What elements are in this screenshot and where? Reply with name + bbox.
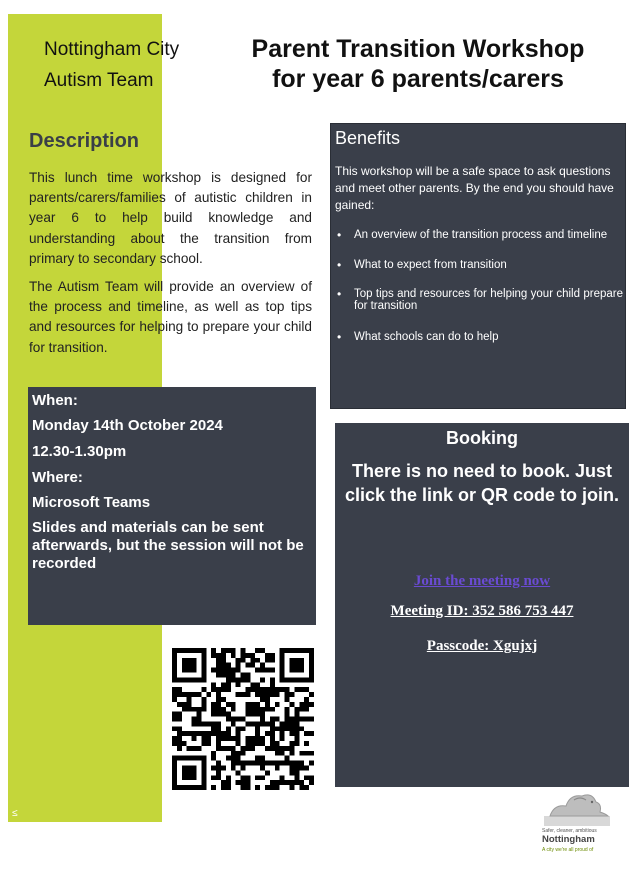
benefits-heading: Benefits [335, 128, 401, 148]
logo-slogan: Safer, cleaner, ambitious [542, 828, 597, 834]
corner-mark: ≤ [12, 808, 18, 819]
description-text [29, 168, 312, 366]
booking-panel [335, 423, 629, 787]
booking-text: There is no need to book. Just click the link or QR code to join. [344, 461, 620, 505]
benefit-item: • What to expect from transition [335, 259, 623, 271]
nottingham-logo [536, 786, 628, 862]
organisation-name [44, 34, 214, 96]
benefit-item: • Top tips and resources for helping your child prepare for transition [335, 288, 623, 312]
event-location: Microsoft Teams [32, 494, 151, 511]
description-paragraph-1: This lunch time workshop is designed for parents/carers/families of autistic children in year 6 to help build knowledge and understanding about the transition from primary to secondary school. [29, 170, 312, 266]
when-label: When: [32, 392, 78, 409]
page-title [214, 34, 622, 94]
qr-code[interactable] [172, 648, 314, 790]
where-label: Where: [32, 469, 83, 486]
org-line-1: Nottingham City [44, 39, 180, 60]
benefits-panel [330, 123, 626, 409]
benefit-item: • What schools can do to help [335, 331, 623, 343]
benefit-item: • An overview of the transition process and timeline [335, 229, 623, 241]
benefits-list [335, 229, 623, 357]
org-line-2: Autism Team [44, 70, 154, 91]
when-where-panel [28, 387, 316, 625]
passcode: Passcode: Xgujxj [426, 638, 538, 654]
description-paragraph-2: The Autism Team will provide an overview of the process and timeline, as well as top tips and resources for helping to prepare your child for transition. [29, 279, 312, 355]
lion-icon [536, 786, 628, 828]
slides-note: Slides and materials can be sent afterwards, but the session will not be recorded [32, 519, 304, 572]
meeting-id: Meeting ID: 352 586 753 447 [390, 603, 574, 619]
benefits-intro: This workshop will be a safe space to ask questions and meet other parents. By the end you should have gained: [335, 164, 614, 212]
logo-city: Nottingham [542, 834, 595, 845]
logo-tagline: A city we're all proud of [542, 847, 594, 853]
title-line-2: for year 6 parents/carers [272, 65, 564, 93]
booking-heading: Booking [446, 428, 518, 448]
event-time: 12.30-1.30pm [32, 443, 127, 460]
qr-code-icon[interactable] [172, 648, 314, 790]
title-line-1: Parent Transition Workshop [251, 35, 585, 63]
description-heading: Description [29, 130, 140, 152]
event-date: Monday 14th October 2024 [32, 417, 223, 434]
join-meeting-link[interactable]: Join the meeting now [413, 573, 551, 589]
